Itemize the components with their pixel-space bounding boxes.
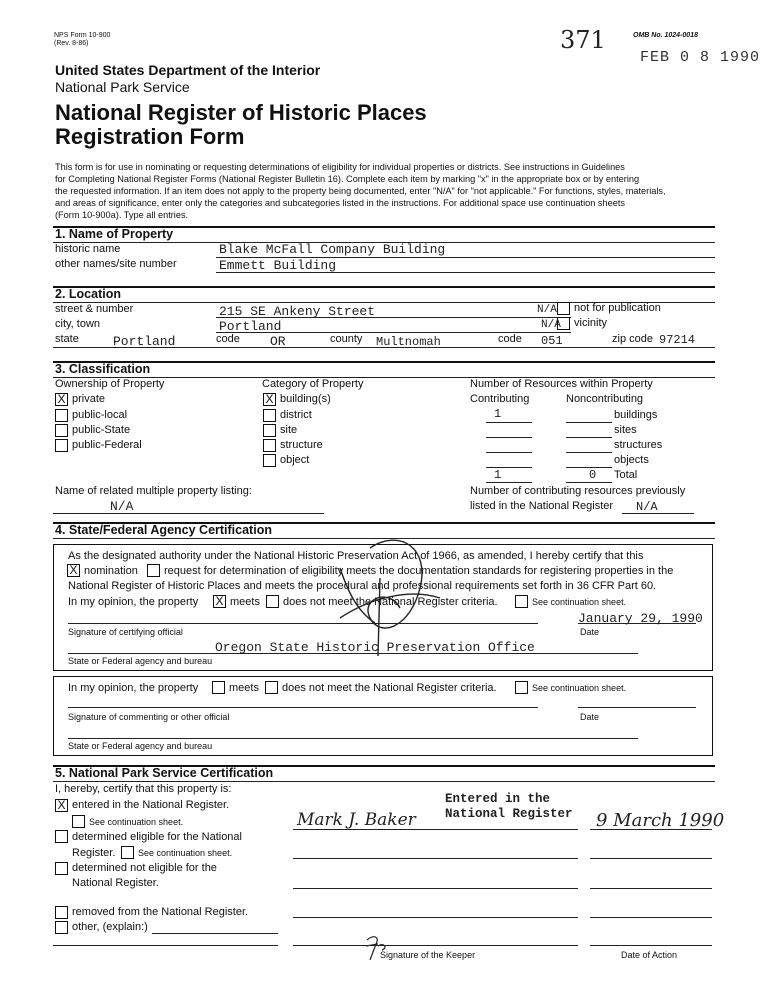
ownership-label: Ownership of Property: [55, 378, 165, 390]
vicinity-checkbox[interactable]: [557, 317, 570, 330]
entered-stamp: Entered in the National Register: [445, 792, 573, 821]
instructions: This form is for use in nominating or requesting determinations of eligibility for individual properties or districts. See instructions in Guidelines for Completing National Register Forms (National Register Bulletin 16). Complete each item by marking "x" in the appropriate box or by entering the requested information. If an item does not apply to the property being documented, enter "N/A" for "not applicable." For functions, styles, materials, and areas of significance, enter only the categories and subcategories listed in the instructions. For additional space use continuation sheets (Form 10-900a). Type all entries.: [55, 162, 666, 220]
section3-heading: 3. Classification: [55, 362, 151, 376]
ownership-option: public-local: [72, 409, 128, 421]
category-option: district: [280, 409, 312, 421]
opinion-text: In my opinion, the property: [68, 596, 199, 608]
site-checkbox[interactable]: [263, 424, 276, 437]
eligible-continuation-checkbox[interactable]: [121, 846, 134, 859]
other-label: other, (explain:): [72, 921, 148, 933]
field-line: [216, 317, 571, 318]
count-line: [486, 482, 532, 483]
nomination-checkbox[interactable]: X: [67, 564, 80, 577]
multiple-listing-label: Name of related multiple property listing:: [55, 485, 252, 497]
keeper-label: Signature of the Keeper: [380, 950, 476, 960]
na-value: N/A: [537, 304, 557, 316]
divider: [53, 361, 715, 363]
state-label: state: [55, 333, 79, 345]
entered-label: entered in the National Register.: [72, 799, 230, 811]
action-line: [590, 829, 712, 830]
signature-line: [68, 623, 538, 624]
contributing-buildings: 1: [494, 407, 502, 421]
category-label: Category of Property: [262, 378, 364, 390]
action-line: [590, 858, 712, 859]
date-label: Date: [580, 712, 600, 722]
nomination-label: nomination: [84, 565, 138, 577]
resources-label: Number of Resources within Property: [470, 378, 653, 390]
category-option: structure: [280, 439, 323, 451]
street-value: 215 SE Ankeny Street: [219, 304, 376, 319]
other-names-value: Emmett Building: [219, 258, 337, 273]
agency-line: [68, 738, 638, 739]
section1-heading: 1. Name of Property: [55, 227, 174, 241]
public-local-checkbox[interactable]: [55, 409, 68, 422]
eligible-checkbox[interactable]: [55, 830, 68, 843]
keeper-line: [293, 858, 578, 859]
entered-continuation-checkbox[interactable]: [72, 815, 85, 828]
date-label: Date: [580, 627, 600, 637]
signature-label: Signature of certifying official: [68, 627, 183, 637]
code-label: code: [216, 333, 240, 345]
not-eligible-label: determined not eligible for the: [72, 862, 217, 874]
previously-listed-label: listed in the National Register: [470, 500, 614, 512]
not-for-publication-label: not for publication: [574, 302, 661, 314]
category-option: site: [280, 424, 298, 436]
date-line: [578, 707, 696, 708]
omb-number: OMB No. 1024-0018: [633, 32, 698, 39]
meets2-checkbox[interactable]: [212, 681, 225, 694]
action-date-value: 9 March 1990: [596, 810, 725, 831]
other-checkbox[interactable]: [55, 921, 68, 934]
street-label: street & number: [55, 303, 134, 315]
service-name: National Park Service: [55, 79, 190, 95]
agency-label: State or Federal agency and bureau: [68, 656, 213, 666]
certify-intro: I, hereby, certify that this property is:: [55, 783, 232, 795]
previously-listed-value: N/A: [636, 500, 658, 514]
zip-value: 97214: [659, 333, 696, 347]
ownership-option: public-Federal: [72, 439, 142, 451]
count-line: [566, 437, 612, 438]
object-checkbox[interactable]: [263, 454, 276, 467]
section5-heading: 5. National Park Service Certification: [55, 766, 274, 780]
contributing-label: Contributing: [470, 393, 530, 405]
cert-text: National Register of Historic Places and meets the procedural and professional requirements set forth in 36 CFR Part 60.: [68, 580, 657, 592]
date-stamp: FEB 0 8 1990: [640, 49, 761, 66]
divider: [53, 286, 715, 288]
vicinity-label: vicinity: [574, 317, 608, 329]
agency-value: Oregon State Historic Preservation Office: [215, 640, 535, 655]
count-line: [566, 482, 612, 483]
eligible-label: Register.: [72, 847, 116, 859]
other-names-label: other names/site number: [55, 258, 177, 270]
entered-checkbox[interactable]: X: [55, 799, 68, 812]
category-option: object: [280, 454, 310, 466]
keeper-line: [293, 888, 578, 889]
public-state-checkbox[interactable]: [55, 424, 68, 437]
cert-date-value: January 29, 1990: [578, 611, 703, 626]
zip-label: zip code: [612, 333, 653, 345]
does-not-meet-label: does not meet the National Register criteria.: [283, 596, 498, 608]
keeper-line: [293, 917, 578, 918]
code2-label: code: [498, 333, 522, 345]
meets-checkbox[interactable]: X: [213, 595, 226, 608]
field-line: [622, 513, 694, 514]
public-federal-checkbox[interactable]: [55, 439, 68, 452]
not-for-publication-checkbox[interactable]: [557, 302, 570, 315]
keeper-line: [293, 829, 578, 830]
other-line: [53, 945, 278, 946]
page-title: National Register of Historic Places Registration Form: [55, 100, 427, 149]
date-line: [578, 623, 696, 624]
removed-label: removed from the National Register.: [72, 906, 249, 918]
count-line: [486, 467, 532, 468]
certifying-signature: [300, 528, 460, 658]
divider: [53, 781, 715, 782]
resource-type: buildings: [614, 409, 658, 421]
opinion-text: In my opinion, the property: [68, 682, 199, 694]
na-value: N/A: [541, 319, 561, 331]
see-continuation: See continuation sheet.: [532, 597, 627, 607]
total-contributing: 1: [494, 468, 502, 482]
meets-label: meets: [230, 596, 260, 608]
removed-checkbox[interactable]: [55, 906, 68, 919]
resource-type: objects: [614, 454, 649, 466]
date-of-action-label: Date of Action: [621, 950, 678, 960]
cert-text: As the designated authority under the National Historic Preservation Act of 1966, as amended, I hereby certify that this: [68, 550, 644, 562]
field-line: [216, 272, 715, 273]
section4-heading: 4. State/Federal Agency Certification: [55, 523, 272, 537]
count-line: [486, 437, 532, 438]
count-line: [486, 452, 532, 453]
see-continuation: See continuation sheet.: [532, 683, 627, 693]
field-line: [53, 347, 715, 348]
does-not-meet-label: does not meet the National Register criteria.: [282, 682, 497, 694]
state-value: Portland: [113, 334, 176, 349]
noncontributing-label: Noncontributing: [566, 393, 644, 405]
resource-type: structures: [614, 439, 663, 451]
signature-label: Signature of commenting or other official: [68, 712, 230, 722]
action-line: [590, 888, 712, 889]
code2-value: 051: [541, 334, 563, 348]
keeper-line: [293, 945, 578, 946]
cert-text: request for determination of eligibility meets the documentation standards for registering properties in the: [164, 565, 674, 577]
see-continuation: See continuation sheet.: [89, 817, 184, 827]
resource-type: Total: [614, 469, 638, 481]
not-eligible-checkbox[interactable]: [55, 862, 68, 875]
handwritten-number: 371: [560, 26, 606, 54]
meets-label: meets: [229, 682, 259, 694]
ownership-option: public-State: [72, 424, 131, 436]
continuation2-checkbox[interactable]: [515, 681, 528, 694]
category-option: building(s): [280, 393, 331, 405]
total-noncontributing: 0: [589, 468, 597, 482]
form-number: NPS Form 10-900 (Rev. 8-86): [54, 32, 111, 47]
historic-name-label: historic name: [55, 243, 121, 255]
ownership-option: private: [72, 393, 106, 405]
section2-heading: 2. Location: [55, 287, 121, 301]
city-value: Portland: [219, 319, 282, 334]
count-line: [486, 422, 532, 423]
resource-type: sites: [614, 424, 637, 436]
dept-name: United States Department of the Interior: [55, 62, 321, 78]
county-label: county: [330, 333, 363, 345]
signature-line: [68, 707, 538, 708]
action-line: [590, 945, 712, 946]
agency-line: [68, 653, 638, 654]
code-value: OR: [270, 334, 286, 349]
historic-name-value: Blake McFall Company Building: [219, 242, 446, 257]
previously-listed-label: Number of contributing resources previously: [470, 485, 686, 497]
other-line: [152, 933, 278, 934]
count-line: [566, 422, 612, 423]
does-not-meet2-checkbox[interactable]: [265, 681, 278, 694]
see-continuation: See continuation sheet.: [138, 848, 233, 858]
agency-label: State or Federal agency and bureau: [68, 741, 213, 751]
count-line: [566, 452, 612, 453]
not-eligible-label: National Register.: [72, 877, 159, 889]
structure-checkbox[interactable]: [263, 439, 276, 452]
field-line: [53, 513, 324, 514]
county-value: Multnomah: [376, 335, 441, 349]
building-checkbox[interactable]: X: [263, 393, 276, 406]
does-not-meet-checkbox[interactable]: [266, 595, 279, 608]
district-checkbox[interactable]: [263, 409, 276, 422]
keeper-signature: Mark J. Baker: [297, 810, 416, 830]
private-checkbox[interactable]: X: [55, 393, 68, 406]
eligible-label: determined eligible for the National: [72, 831, 242, 843]
continuation-checkbox[interactable]: [515, 595, 528, 608]
request-checkbox[interactable]: [147, 564, 160, 577]
action-line: [590, 917, 712, 918]
multiple-listing-value: N/A: [110, 499, 134, 514]
city-label: city, town: [55, 318, 101, 330]
